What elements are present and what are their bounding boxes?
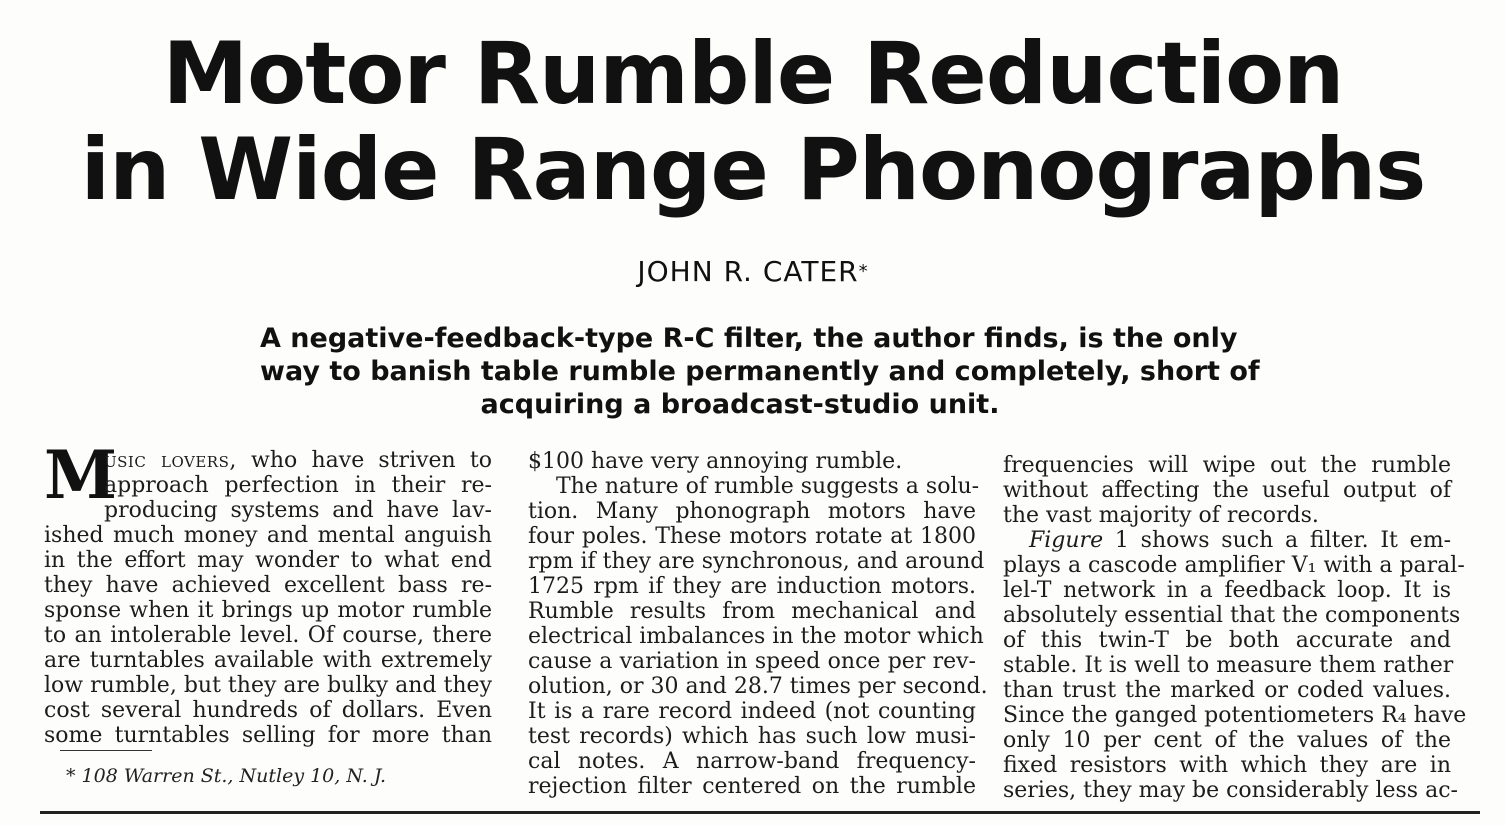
- text-line: It is a rare record indeed (not counting: [528, 699, 976, 724]
- text-line: frequencies will wipe out the rumble: [1003, 453, 1451, 478]
- text-line: without affecting the useful output of: [1003, 478, 1451, 503]
- text-line: Rumble results from mechanical and: [528, 599, 976, 624]
- text-line: in the effort may wonder to what end: [44, 548, 492, 573]
- text-line: ished much money and mental anguish: [44, 523, 492, 548]
- text-line: cal notes. A narrow-band frequency-: [528, 749, 976, 774]
- text-line: olution, or 30 and 28.7 times per second.: [528, 674, 988, 699]
- text-line: [1003, 528, 1451, 553]
- text-line: 1725 rpm if they are induction motors.: [528, 574, 976, 599]
- text-line-rest: 1 shows such a filter. It em-: [1114, 528, 1452, 553]
- text-line: are turntables available with extremely: [44, 648, 492, 673]
- text-line: tion. Many phonograph motors have: [528, 499, 976, 524]
- text-line: approach perfection in their re-: [104, 473, 492, 498]
- text-line: four poles. These motors rotate at 1800: [528, 524, 976, 549]
- article-title-line-2: in Wide Range Phonographs: [80, 120, 1426, 220]
- text-line: lel-T network in a feedback loop. It is: [1003, 578, 1451, 603]
- text-line: electrical imbalances in the motor which: [528, 624, 984, 649]
- text-column-3: [1003, 453, 1467, 803]
- author-name: JOHN R. CATER: [637, 255, 859, 288]
- text-line: to an intolerable level. Of course, there: [44, 623, 492, 648]
- text-line: only 10 per cent of the values of the: [1003, 728, 1451, 753]
- text-line: producing systems and have lav-: [104, 498, 492, 523]
- text-line: of this twin-T be both accurate and: [1003, 628, 1451, 653]
- text-line: they have achieved excellent bass re-: [44, 573, 492, 598]
- text-line: plays a cascode amplifier V₁ with a paral-: [1003, 553, 1465, 578]
- text-line: $100 have very annoying rumble.: [528, 449, 903, 474]
- text-line: than trust the marked or coded values.: [1003, 678, 1451, 703]
- text-line: rejection filter centered on the rumble: [528, 774, 976, 799]
- text-line: stable. It is well to measure them rather: [1003, 653, 1454, 678]
- deck-line: acquiring a broadcast-studio unit.: [480, 389, 1000, 420]
- text-column-2: [528, 449, 988, 799]
- author-footnote-mark: *: [858, 261, 869, 282]
- deck-line: way to banish table rumble permanently and completely, short of: [260, 356, 1260, 387]
- footnote: * 108 Warren St., Nutley 10, N. J.: [66, 765, 387, 787]
- deck-line: A negative-feedback-type R-C filter, the author finds, is the only: [260, 323, 1238, 354]
- text-line: fixed resistors with which they are in: [1003, 753, 1451, 778]
- text-line: some turntables selling for more than: [44, 723, 492, 748]
- drop-cap: M: [44, 436, 118, 514]
- bottom-rule: [40, 811, 1480, 814]
- text-line: Since the ganged potentiometers R₄ have: [1003, 703, 1467, 728]
- lead-in-smallcaps: usic lovers,: [104, 448, 237, 473]
- footnote-rule: [60, 750, 152, 751]
- text-line: sponse when it brings up motor rumble: [44, 598, 492, 623]
- text-line: low rumble, but they are bulky and they: [44, 673, 492, 698]
- text-line: cost several hundreds of dollars. Even: [44, 698, 492, 723]
- text-line-rest: who have striven to: [236, 448, 492, 473]
- text-line: [44, 448, 492, 473]
- text-column-1: [44, 436, 492, 748]
- text-line: The nature of rumble suggests a solu-: [556, 474, 980, 499]
- text-line: absolutely essential that the components: [1003, 603, 1461, 628]
- article-title-line-1: Motor Rumble Reduction: [162, 24, 1344, 124]
- article-deck: [260, 322, 1260, 421]
- figure-reference: Figure: [1029, 528, 1104, 553]
- text-line: series, they may be considerably less ac-: [1003, 778, 1458, 803]
- text-line: test records) which has such low musi-: [528, 724, 976, 749]
- author-byline: [0, 254, 1506, 290]
- text-line: rpm if they are synchronous, and around: [528, 549, 985, 574]
- text-line: cause a variation in speed once per rev-: [528, 649, 976, 674]
- text-line: the vast majority of records.: [1003, 503, 1319, 528]
